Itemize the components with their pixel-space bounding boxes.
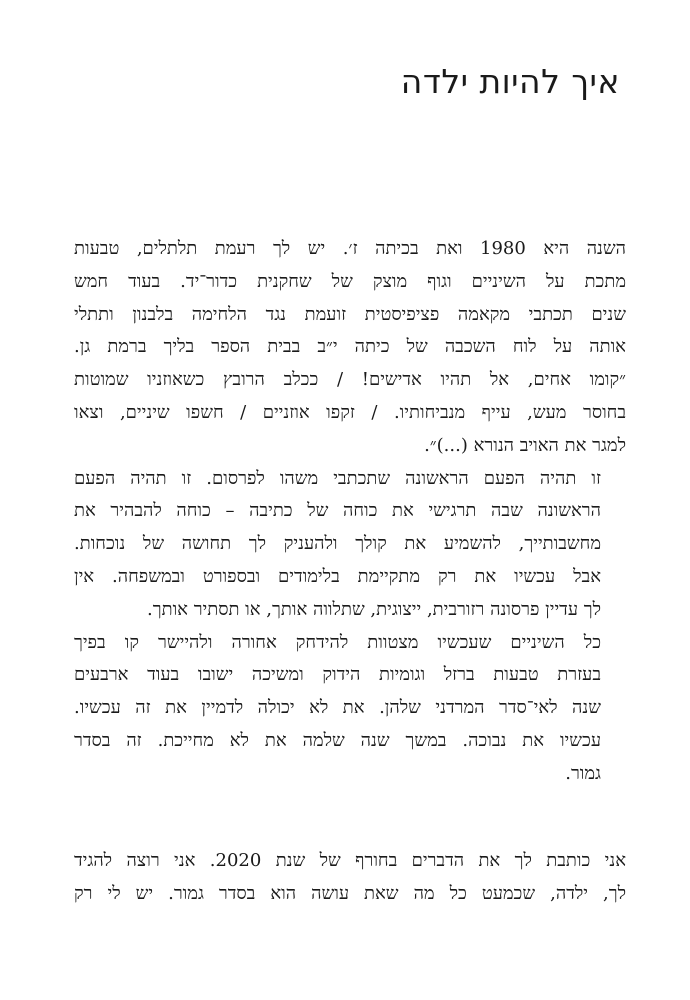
- chapter-title: איך להיות ילדה: [400, 62, 620, 101]
- text-line: מחשבותייך, להשמיע את קולך ולהעניק לך תחושה של נוכחות.: [74, 533, 601, 555]
- text-line: אבל עכשיו את רק מתקיימת בלימודים ובספורט ובמשפחה. אין: [74, 565, 601, 587]
- text-line: ״קומו אחים, אל תהיו אדישים! / ככלב הרובץ כשאוזניו שמוטות: [74, 369, 626, 391]
- text-line: אני כותבת לך את הדברים בחורף של שנת 2020. אני רוצה להגיד: [74, 850, 626, 871]
- text-line: מתכת על השיניים וגוף מוצק של שחקנית כדור־יד. בעוד חמש: [74, 270, 626, 292]
- text-line: למגר את האויב הנורא (...)״.: [424, 434, 626, 456]
- text-section-2: [74, 845, 626, 911]
- text-section-1: [74, 233, 626, 791]
- text-line: עכשיו את נבוכה. במשך שנה שלמה את לא מחייכת. זה בסדר: [74, 729, 601, 751]
- text-line: לך עדיין פרסונה רזורבית, ייצוגית, שתלווה אותך, או תסתיר אותך.: [147, 598, 601, 620]
- paragraph: [74, 463, 626, 627]
- text-line: אותה על לוח השכבה של כיתה י״ב בבית הספר בליך ברמת גן.: [74, 336, 626, 358]
- text-line: שנים תכתבי מקאמה פציפיסטית זועמת נגד הלחימה בלבנון ותתלי: [74, 303, 626, 325]
- text-line: גמור.: [565, 762, 601, 784]
- paragraph: [74, 627, 626, 791]
- text-line: הראשונה שבה תרגישי את כוחה של כתיבה – כוחה להבהיר את: [74, 500, 601, 522]
- paragraph: [74, 845, 626, 911]
- text-line: כל השיניים שעכשיו מצטוות להידחק אחורה ולהיישר קו בפיך: [74, 631, 601, 653]
- paragraph: [74, 233, 626, 463]
- text-line: בחוסר מעש, עייף מנביחותיו. / זקפו אוזניים / חשפו שיניים, וצאו: [74, 401, 626, 423]
- text-line: לך, ילדה, שכמעט כל מה שאת עושה הוא בסדר גמור. יש לי רק: [74, 882, 626, 904]
- text-line: בעזרת טבעות ברזל וגומיות הידוק ומשיכה ישובו בעוד ארבעים: [74, 664, 601, 686]
- text-line: השנה היא 1980 ואת בכיתה ז׳. יש לך רעמת תלתלים, טבעות: [74, 238, 627, 259]
- text-line: שנה לאי־סדר המרדני שלהן. את לא יכולה לדמיין את זה עכשיו.: [74, 697, 601, 719]
- text-line: זו תהיה הפעם הראשונה שתכתבי משהו לפרסום. זו תהיה הפעם: [74, 467, 601, 489]
